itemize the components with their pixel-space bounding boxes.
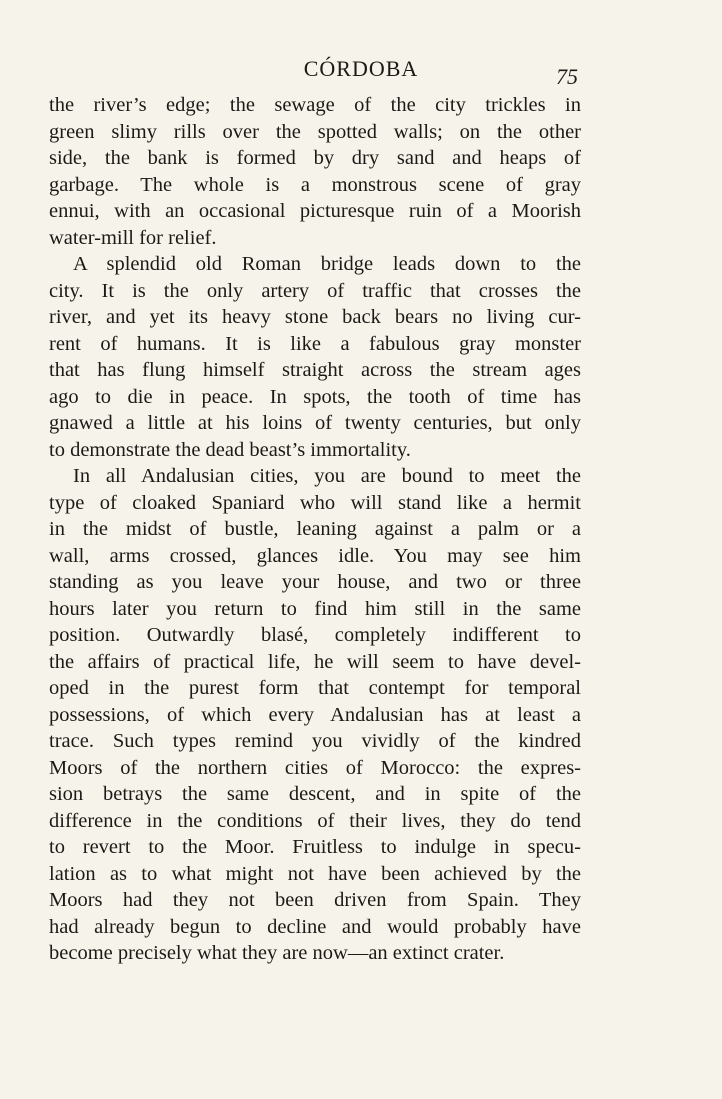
text-line: the river’s edge; the sewage of the city trickles in bbox=[49, 94, 581, 116]
text-line: hours later you return to find him still in the same bbox=[49, 597, 581, 620]
text-line: ennui, with an occasional picturesque ruin of a Moorish bbox=[49, 200, 581, 222]
text-line: green slimy rills over the spotted walls; on the other bbox=[49, 120, 581, 143]
text-line: rent of humans. It is like a fabulous gray monster bbox=[49, 332, 581, 355]
text-line: oped in the purest form that contempt for temporal bbox=[49, 677, 581, 699]
text-line: difference in the conditions of their lives, they do tend bbox=[49, 809, 581, 832]
text-line: garbage. The whole is a monstrous scene of gray bbox=[49, 173, 581, 196]
text-line: gnawed a little at his loins of twenty centuries, but only bbox=[49, 412, 581, 434]
text-line: standing as you leave your house, and two or three bbox=[49, 571, 581, 593]
text-line: Moors of the northern cities of Morocco: the expres- bbox=[49, 756, 581, 779]
text-line: side, the bank is formed by dry sand and heaps of bbox=[49, 147, 581, 169]
page-number: 75 bbox=[556, 64, 578, 89]
text-line: that has flung himself straight across the stream ages bbox=[49, 359, 581, 381]
text-line: type of cloaked Spaniard who will stand like a hermit bbox=[49, 491, 581, 514]
text-line: become precisely what they are now—an extinct crater. bbox=[49, 942, 505, 964]
text-line: lation as to what might not have been achieved by the bbox=[49, 862, 581, 885]
text-line: the affairs of practical life, he will seem to have devel- bbox=[49, 650, 581, 673]
text-line: to revert to the Moor. Fruitless to indulge in specu- bbox=[49, 836, 581, 858]
text-line: possessions, of which every Andalusian has at least a bbox=[49, 703, 581, 726]
text-line: wall, arms crossed, glances idle. You may see him bbox=[49, 544, 581, 567]
text-line: position. Outwardly blasé, completely indifferent to bbox=[49, 624, 581, 646]
text-line: Moors had they not been driven from Spain. They bbox=[49, 889, 581, 911]
text-line: water-mill for relief. bbox=[49, 226, 217, 249]
text-line: city. It is the only artery of traffic that crosses the bbox=[49, 279, 581, 302]
running-head: CÓRDOBA bbox=[303, 56, 419, 81]
text-line: in the midst of bustle, leaning against a palm or a bbox=[49, 518, 581, 540]
body-text bbox=[49, 92, 581, 967]
text-line: trace. Such types remind you vividly of the kindred bbox=[49, 730, 581, 752]
text-line: to demonstrate the dead beast’s immortality. bbox=[49, 438, 411, 461]
text-line: A splendid old Roman bridge leads down to the bbox=[73, 253, 581, 275]
text-line: river, and yet its heavy stone back bears no living cur- bbox=[49, 306, 581, 328]
text-line: had already begun to decline and would probably have bbox=[49, 915, 581, 938]
text-line: sion betrays the same descent, and in spite of the bbox=[49, 783, 581, 805]
text-line: ago to die in peace. In spots, the tooth of time has bbox=[49, 385, 581, 408]
text-line: In all Andalusian cities, you are bound to meet the bbox=[73, 465, 581, 487]
